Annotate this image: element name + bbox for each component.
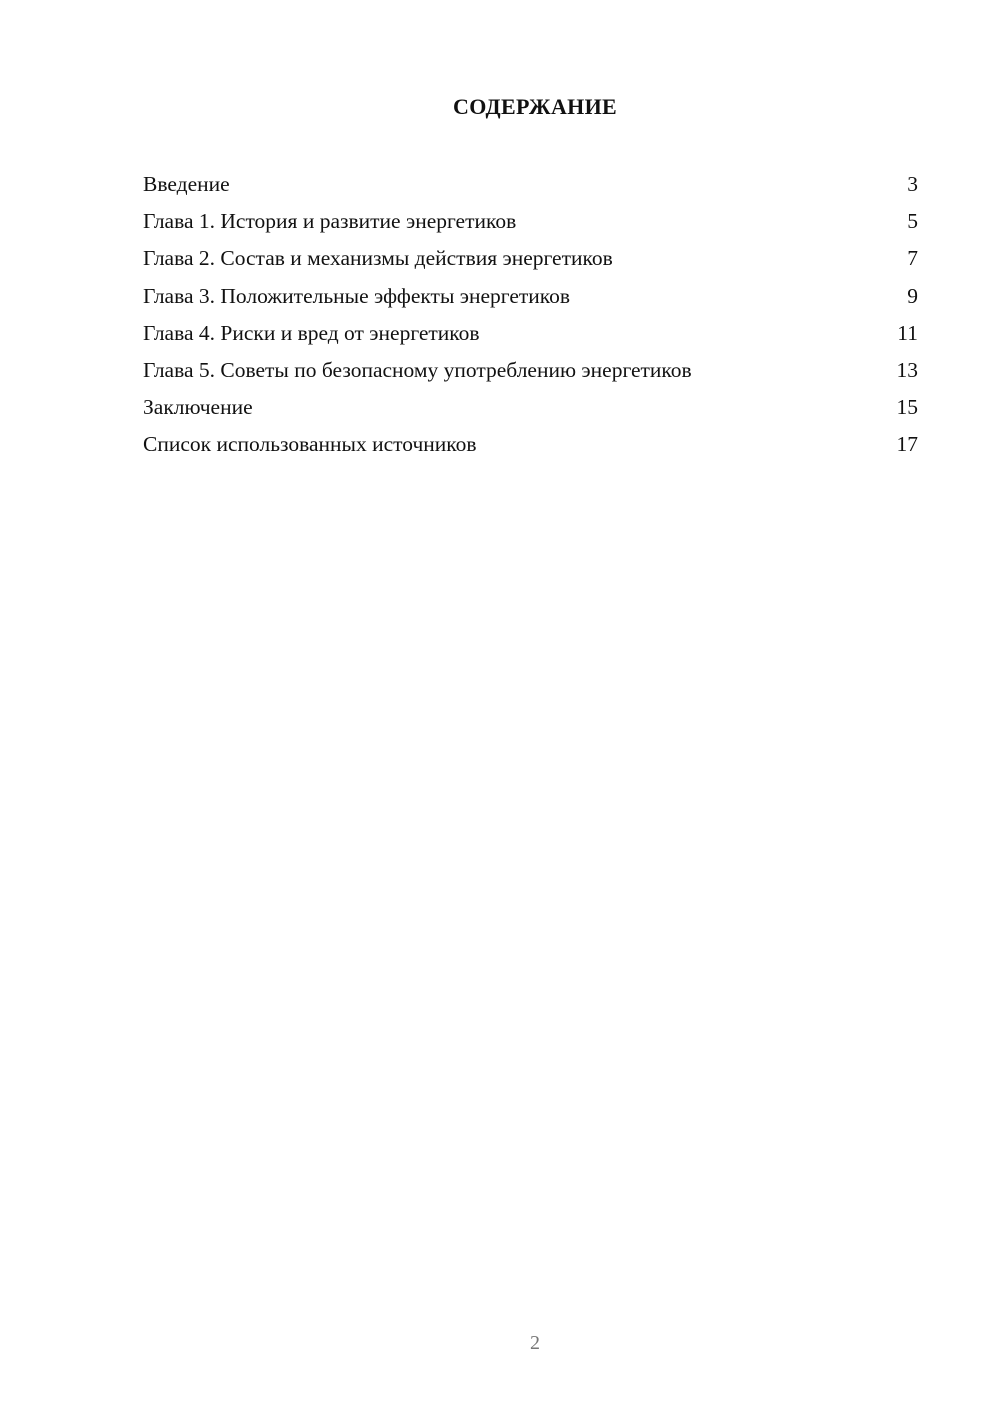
toc-entry-chapter-2 (143, 240, 918, 277)
toc-entry-page: 7 (907, 246, 918, 271)
toc-entry-page: 5 (907, 209, 918, 234)
toc-entry-chapter-1 (143, 203, 918, 240)
toc-entry-label: Список использованных источников (143, 432, 477, 457)
toc-entry-introduction (143, 166, 918, 203)
page-number: 2 (530, 1332, 540, 1354)
toc-entry-page: 13 (896, 357, 918, 382)
toc-entry-label: Глава 5. Советы по безопасному употреблению энергетиков (143, 357, 692, 382)
toc-entry-conclusion (143, 389, 918, 426)
toc-title: СОДЕРЖАНИЕ (453, 94, 617, 119)
toc-entry-label: Глава 1. История и развитие энергетиков (143, 209, 517, 234)
toc-entry-label: Введение (143, 172, 230, 196)
toc-entry-page: 3 (907, 172, 918, 196)
table-of-contents (143, 166, 918, 464)
toc-entry-label: Заключение (143, 395, 253, 420)
toc-entry-chapter-4 (143, 315, 918, 352)
toc-entry-page: 9 (907, 283, 918, 308)
toc-entry-chapter-3 (143, 278, 918, 315)
toc-entry-label: Глава 3. Положительные эффекты энергетиков (143, 283, 571, 308)
toc-entry-page: 11 (897, 320, 918, 345)
toc-entry-chapter-5 (143, 352, 918, 389)
toc-entry-references (143, 426, 918, 463)
toc-entry-label: Глава 2. Состав и механизмы действия энергетиков (143, 246, 613, 271)
toc-entry-page: 17 (896, 432, 918, 457)
toc-entry-label: Глава 4. Риски и вред от энергетиков (143, 320, 480, 345)
toc-entry-page: 15 (896, 395, 918, 420)
